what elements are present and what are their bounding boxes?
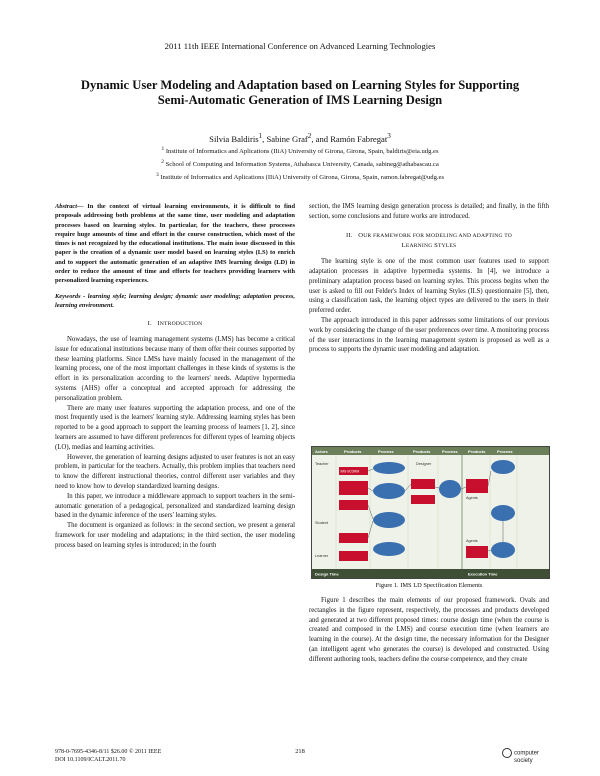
header-label: Process: [378, 449, 394, 454]
page-number: 218: [295, 748, 305, 755]
author-mark: 3: [387, 132, 391, 140]
left-column: [55, 202, 295, 551]
title-line-2: Semi-Automatic Generation of IMS Learning Design: [157, 93, 443, 107]
paragraph: The approach introduced in this paper addresses some limitations of our previous work by considering the change of the user preferences over time. A monitoring process of the user interactions in the learning management system is proposed as well as a process to supports the dynamic user modeling and adaptation.: [309, 316, 549, 354]
figure-headers: [315, 449, 513, 454]
framework-diagram: [312, 447, 549, 578]
keywords-label: Keywords: [55, 292, 81, 300]
author-mark: 2: [307, 132, 312, 140]
figure-caption: Figure 1. IMS LD Specification Elements: [375, 582, 483, 589]
author-name: Ramón Fabregat: [330, 133, 388, 144]
right-column: [309, 202, 549, 355]
header-label: Products: [413, 449, 431, 454]
affiliation: $^2$ School of Computing and Information Systems, Athabasca University, Canada, sabineg@athabascau.ca: [161, 159, 439, 169]
logo-icon: [502, 748, 512, 758]
actor-label: Learner: [315, 554, 329, 558]
actor-label: Designer: [416, 462, 432, 466]
author-name: Silvia Baldiris: [209, 133, 259, 144]
header-label: Actors: [315, 449, 328, 454]
actor-label: Agents: [466, 539, 478, 543]
affiliation: $^3$ Institute of Informatics and Aplications (IIiA) University of Girona, Girona, Spain, ramon.fabregat@udg.es: [155, 172, 445, 182]
execution-time-label: Execution Time: [468, 571, 498, 577]
paragraph: In this paper, we introduce a middleware approach to support teachers in the semi-automatic generation of a pedagogical, personalized and standardized learning design based in the dynamic inference of the users' learning styles.: [55, 492, 295, 520]
box-label: IMS-SCORM: [340, 469, 360, 474]
time-bar: [312, 569, 549, 578]
section-heading-framework: II. OUR FRAMEWORK FOR MODELING AND ADAPTING TO LEARNING STYLES: [346, 231, 512, 250]
paragraph: The document is organized as follows: in the second section, we present a general framework for user modeling and adaptations; in the third section, the user modeling process based on learning styles is introduced; in the fourth: [55, 522, 295, 549]
paragraph: However, the generation of learning designs adjusted to user features is not an easy problem, in particular for the teachers. Actually, this problem implies that teachers need to know the different instructional theories, control different user variables and they need to know how to develop standardized learning designs.: [55, 453, 295, 491]
paragraph: Nowadays, the use of learning management systems (LMS) has become a critical issue for educational institutions because many of them offer their courses supported by these learning platforms. Since LMSs have mainly focused in the management of the learning process, one of the most important challenges in these kinds of systems is the effort in its personalization according to the learners' needs. Adaptive hypermedia systems (AHS) offer a conceptual and accepted approach for addressing the personalization problem.: [55, 336, 295, 402]
actor-label: Agents: [466, 496, 478, 500]
figure-1: [311, 446, 550, 579]
paper-title: [40, 78, 560, 108]
actor-label: Teacher: [315, 462, 329, 466]
conference-header: 2011 11th IEEE International Conference on Advanced Learning Technologies: [164, 41, 436, 51]
author-mark: 1: [258, 132, 263, 140]
author-name: Sabine Graf: [266, 133, 308, 144]
affiliation-list: [0, 144, 600, 184]
section-heading-introduction: I. INTRODUCTION: [147, 320, 203, 328]
title-line-1: Dynamic User Modeling and Adaptation based on Learning Styles for Supporting: [80, 78, 520, 92]
paragraph: The learning style is one of the most common user features used to support adaptation processes in adaptive hypermedia systems. In [4], we introduce a preliminary adaptation process based on learning styles. This process begins when the user is asked to fill out Felder's Index of learning Styles (ILS) questionnaire [5], then, using a classification task, the learning object types are delivered to the users in their preferred order.: [309, 258, 549, 315]
header-label: Products: [344, 449, 362, 454]
paragraph: Figure 1 describes the main elements of our proposed framework. Ovals and rectangles in the figure represent, respectively, the processes and products developed and generated at two different proposed times: course design time (when the course is created and composed in the LMS) and course execution time (when learners are learning in the course). At the design time, the necessary information for the Designer (an intelligent agent who generates the course) is developed and constructed. Using different authoring tools, teachers define the course competence, and they create: [309, 597, 549, 663]
keywords-text: - learning style; learning design; dynamic user modeling; adaptation process, learning environment.: [55, 292, 295, 309]
keywords: [55, 292, 295, 311]
affiliation: $^1$ Institute of Informatics and Aplications (IIiA) University of Girona, Girona, Spain, baldiris@eia.udg.es: [161, 146, 439, 156]
right-column-continued: [309, 596, 549, 665]
isbn: 978-0-7695-4346-8/11 $26.00 © 2011 IEEE: [55, 749, 162, 755]
design-time-label: Design Time: [315, 571, 339, 577]
paragraph: section, the IMS learning design generation process is detailed; and finally, in the fifth section, some conclusions and future works are introduced.: [309, 203, 549, 220]
header-label: Process: [497, 449, 513, 454]
doi: DOI 10.1109/ICALT.2011.70: [55, 757, 126, 763]
header-label: Products: [468, 449, 486, 454]
computer-society-logo: computer society: [502, 748, 539, 765]
header-label: Process: [442, 449, 458, 454]
author-list: Silvia Baldiris$^1$, Sabine Graf$^2$, and Ramón Fabregat$^3$: [209, 132, 391, 144]
actor-label: Student: [315, 521, 329, 525]
paragraph: There are many user features supporting the adaptation process, and one of the most frequently used is the learners' learning style. Addressing learning styles has been reported to be a good approach to support the learning process of learners [1, 2], since learners are assumed to have different preferences for different types of learning objects (LO), medias and learning activities.: [55, 404, 295, 451]
abstract: [55, 202, 295, 286]
abstract-text: — In the context of virtual learning environments, it is difficult to find proposals addressing both problems at the same time, user modeling and adaptation processes based on learning styles. In particular, for the teachers, these processes require huge amounts of time and effort in the course construction, which most of the times is not recognized by the educational institutions. The main issue discussed in this paper is the creation of a dynamic user model based on learning styles (LS) to enrich and to support the automatic generation of an adaptive IMS learning design (LD) in order to reduce the amount of time and efforts for teachers providing learners with personalized learning experiences.: [55, 203, 295, 285]
abstract-label: Abstract: [55, 203, 78, 210]
